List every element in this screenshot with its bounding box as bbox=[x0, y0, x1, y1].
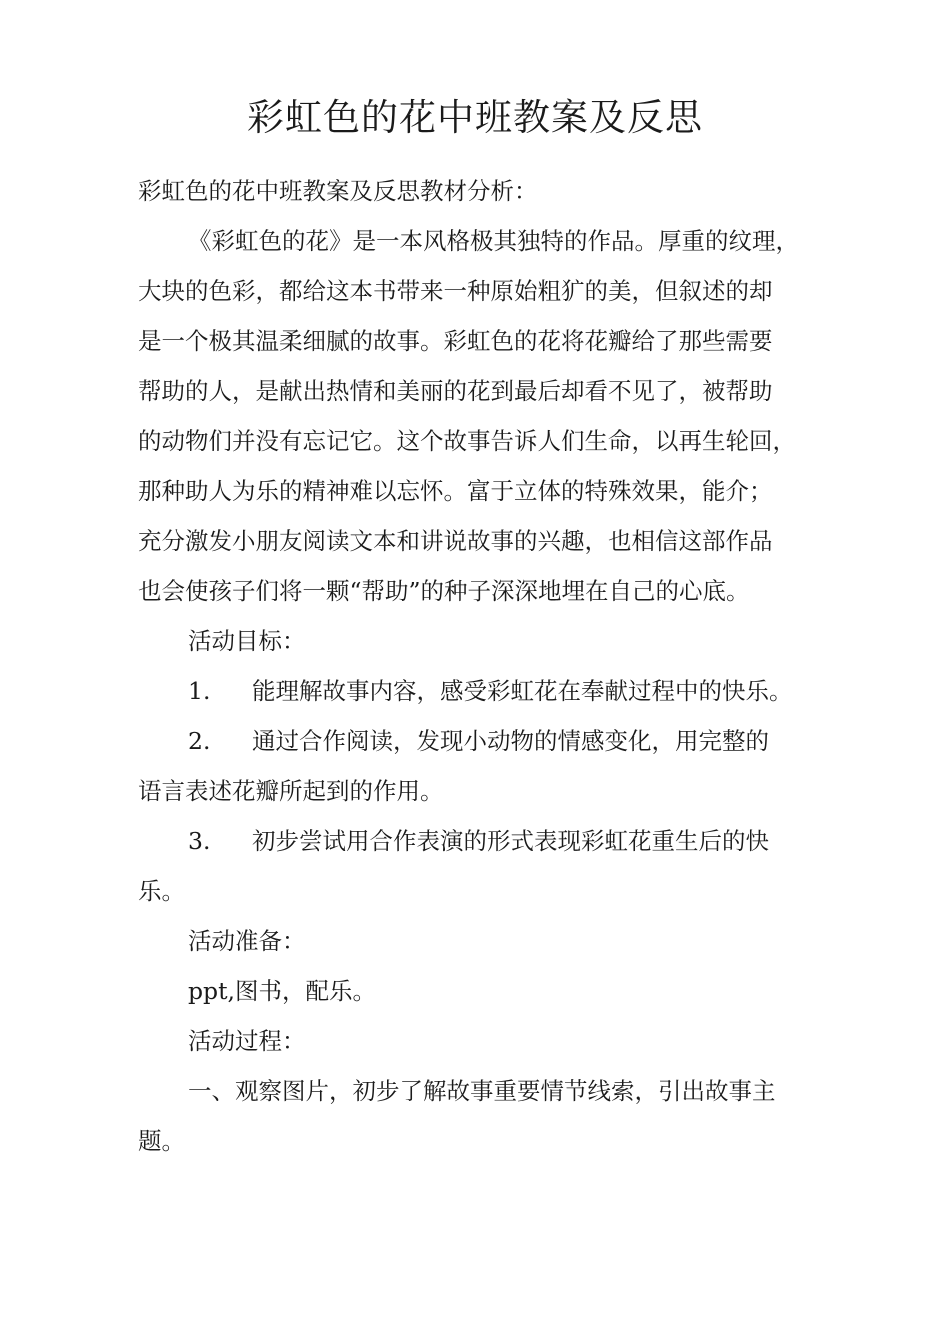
document-title: 彩虹色的花中班教案及反思 bbox=[247, 96, 703, 139]
goal-text: 通过合作阅读，发现小动物的情感变化，用完整的 bbox=[252, 727, 769, 755]
section-heading-process: 活动过程： bbox=[188, 1027, 306, 1055]
goal-item bbox=[138, 816, 828, 866]
paragraph-line: 大块的色彩，都给这本书带来一种原始粗犷的美，但叙述的却 bbox=[138, 277, 773, 305]
paragraph-line: 充分激发小朋友阅读文本和讲说故事的兴趣，也相信这部作品 bbox=[138, 527, 773, 555]
goal-text: 能理解故事内容，感受彩虹花在奉献过程中的快乐。 bbox=[252, 677, 793, 705]
process-step: 一、观察图片，初步了解故事重要情节线索，引出故事主 bbox=[188, 1077, 776, 1105]
goal-continuation: 语言表述花瓣所起到的作用。 bbox=[138, 777, 444, 805]
goal-item bbox=[138, 666, 828, 716]
paragraph-line: 的动物们并没有忘记它。这个故事告诉人们生命，以再生轮回， bbox=[138, 427, 796, 455]
goal-text: 初步尝试用合作表演的形式表现彩虹花重生后的快 bbox=[252, 827, 769, 855]
paragraph-line: 也会使孩子们将一颗“帮助”的种子深深地埋在自己的心底。 bbox=[138, 577, 750, 605]
goal-number: 1. bbox=[188, 677, 211, 705]
section-heading-preparation: 活动准备： bbox=[188, 927, 306, 955]
paragraph-line: 帮助的人，是献出热情和美丽的花到最后却看不见了，被帮助 bbox=[138, 377, 773, 405]
goal-number: 2. bbox=[188, 727, 211, 755]
preparation-text: ppt,图书，配乐。 bbox=[188, 977, 376, 1005]
section-heading-material-analysis: 彩虹色的花中班教案及反思教材分析： bbox=[138, 177, 538, 205]
section-heading-goals: 活动目标： bbox=[188, 627, 306, 655]
process-step-continuation: 题。 bbox=[138, 1127, 185, 1155]
goal-number: 3. bbox=[188, 827, 211, 855]
document-body bbox=[138, 166, 828, 1166]
goal-continuation: 乐。 bbox=[138, 877, 185, 905]
paragraph-line: 那种助人为乐的精神难以忘怀。富于立体的特殊效果，能介； bbox=[138, 477, 773, 505]
paragraph-line: 《彩虹色的花》是一本风格极其独特的作品。厚重的纹理， bbox=[188, 227, 799, 255]
paragraph-line: 是一个极其温柔细腻的故事。彩虹色的花将花瓣给了那些需要 bbox=[138, 327, 773, 355]
goal-item bbox=[138, 716, 828, 766]
